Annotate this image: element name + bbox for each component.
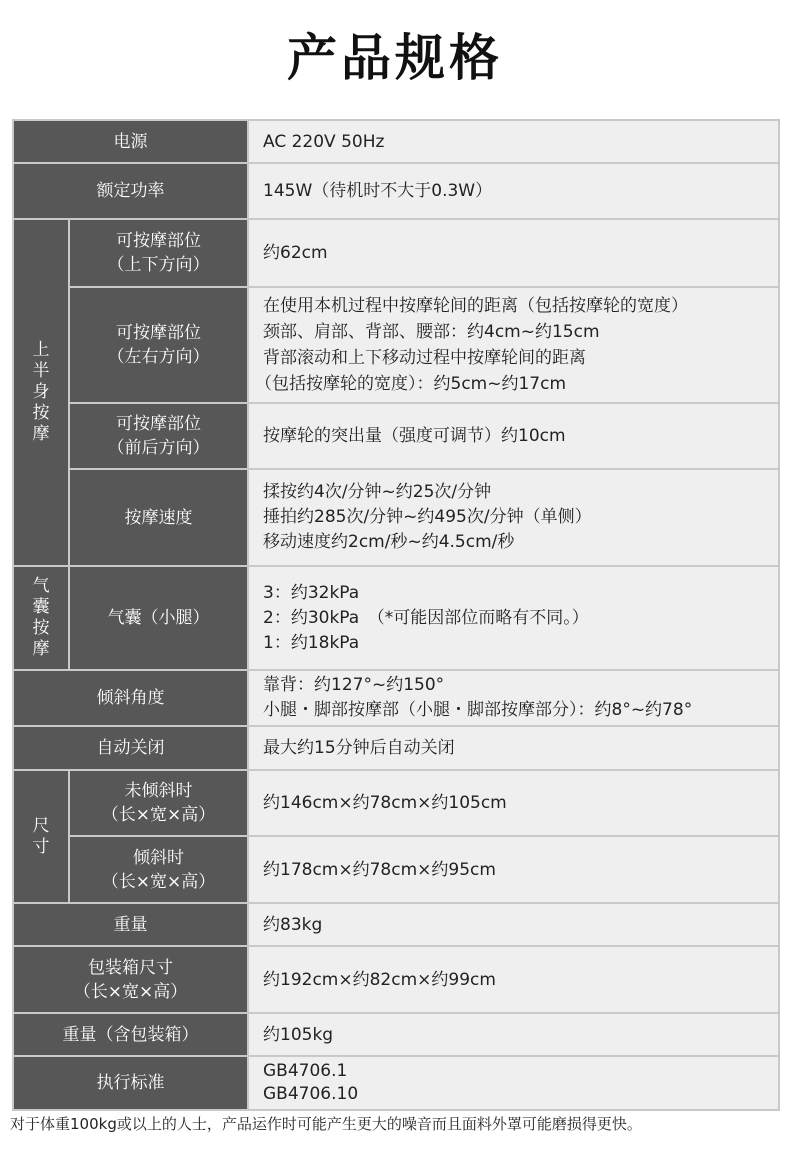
size-reclined-label-line: 倾斜时 (133, 847, 184, 868)
vertical-range-label-line: （上下方向） (107, 255, 210, 275)
power-source-label: 电源 (13, 120, 248, 163)
massage-speed-line: 捶拍约285次/分钟~约495次/分钟（单侧） (263, 507, 592, 527)
airbag-pressure-line: 2：约30kPa （*可能因部位而略有不同。） (263, 607, 589, 628)
lateral-range-line: 背部滚动和上下移动过程中按摩轮间的距离 (263, 348, 586, 368)
spec-row-size-upright (13, 770, 779, 836)
lateral-range-line: （包括按摩轮的宽度）：约5cm~约17cm (255, 374, 567, 394)
standard-label: 执行标准 (13, 1056, 248, 1110)
spec-row-vertical-range (13, 219, 779, 287)
depth-range-value: 按摩轮的突出量（强度可调节）约10cm (248, 403, 779, 469)
spec-row-standard (13, 1056, 779, 1110)
standard-line: GB4706.1 (263, 1061, 348, 1081)
spec-table (12, 119, 780, 1111)
size-upright-value: 约146cm×约78cm×约105cm (248, 770, 779, 836)
tilt-angle-line: 小腿・脚部按摩部（小腿・脚部按摩部分）：约8°~约78° (263, 700, 693, 720)
spec-row-power-source (13, 120, 779, 163)
massage-speed-label: 按摩速度 (69, 469, 248, 566)
box-size-label-line: 包装箱尺寸 (88, 957, 173, 978)
upper-body-group-text: 上半身按摩 (32, 340, 50, 444)
weight-value: 约83kg (248, 903, 779, 946)
tilt-angle-value (248, 670, 779, 726)
airbag-pressure-line: 3：约32kPa (263, 582, 360, 603)
lateral-range-value (248, 287, 779, 403)
airbag-pressure-line: 1：约18kPa (263, 632, 360, 653)
spec-row-weight (13, 903, 779, 946)
vertical-range-label-line: 可按摩部位 (116, 231, 201, 251)
airbag-label: 气囊（小腿） (69, 566, 248, 670)
auto-off-value: 最大约15分钟后自动关闭 (248, 726, 779, 770)
spec-row-lateral-range (13, 287, 779, 403)
size-reclined-label-line: （长×宽×高） (101, 871, 216, 892)
tilt-angle-label: 倾斜角度 (13, 670, 248, 726)
gross-weight-label: 重量（含包装箱） (13, 1013, 248, 1056)
box-size-label (13, 946, 248, 1013)
size-upright-label-line: （长×宽×高） (101, 805, 216, 825)
dimensions-group-label (13, 770, 69, 903)
massage-speed-value (248, 469, 779, 566)
weight-label: 重量 (13, 903, 248, 946)
power-source-value: AC 220V 50Hz (248, 120, 779, 163)
auto-off-label: 自动关闭 (13, 726, 248, 770)
spec-row-size-reclined (13, 836, 779, 903)
vertical-range-value: 约62cm (248, 219, 779, 287)
standard-line: GB4706.10 (263, 1084, 359, 1104)
depth-range-label (69, 403, 248, 469)
lateral-range-label-line: （左右方向） (107, 347, 210, 367)
depth-range-label-line: 可按摩部位 (116, 414, 201, 434)
rated-power-label: 额定功率 (13, 163, 248, 219)
spec-row-massage-speed (13, 469, 779, 566)
footnote: 对于体重100kg或以上的人士，产品运作时可能产生更大的噪音而且面料外罩可能磨损得更快。 (10, 1115, 642, 1133)
size-upright-label-line: 未倾斜时 (124, 781, 193, 801)
size-reclined-value: 约178cm×约78cm×约95cm (248, 836, 779, 903)
massage-speed-line: 揉按约4次/分钟~约25次/分钟 (263, 482, 492, 502)
lateral-range-line: 在使用本机过程中按摩轮间的距离（包括按摩轮的宽度） (263, 296, 688, 316)
standard-value (248, 1056, 779, 1110)
rated-power-value: 145W（待机时不大于0.3W） (248, 163, 779, 219)
airbag-group-text: 气囊按摩 (32, 576, 50, 659)
massage-speed-line: 移动速度约2cm/秒~约4.5cm/秒 (263, 532, 515, 552)
page-title: 产品规格 (287, 29, 503, 87)
spec-row-gross-weight (13, 1013, 779, 1056)
box-size-value: 约192cm×约82cm×约99cm (248, 946, 779, 1013)
airbag-value (248, 566, 779, 670)
spec-row-rated-power (13, 163, 779, 219)
spec-row-box-size (13, 946, 779, 1013)
dimensions-group-text: 尺寸 (32, 815, 50, 857)
lateral-range-line: 颈部、肩部、背部、腰部：约4cm~约15cm (263, 322, 600, 342)
vertical-range-label (69, 219, 248, 287)
spec-row-airbag (13, 566, 779, 670)
spec-row-tilt-angle (13, 670, 779, 726)
tilt-angle-line: 靠背：约127°~约150° (263, 675, 445, 695)
upper-body-group-label (13, 219, 69, 566)
spec-row-depth-range (13, 403, 779, 469)
lateral-range-label-line: 可按摩部位 (116, 323, 201, 343)
gross-weight-value: 约105kg (248, 1013, 779, 1056)
lateral-range-label (69, 287, 248, 403)
depth-range-label-line: （前后方向） (107, 438, 210, 458)
box-size-label-line: （长×宽×高） (73, 981, 188, 1002)
airbag-group-label (13, 566, 69, 670)
size-upright-label (69, 770, 248, 836)
size-reclined-label (69, 836, 248, 903)
spec-row-auto-off (13, 726, 779, 770)
